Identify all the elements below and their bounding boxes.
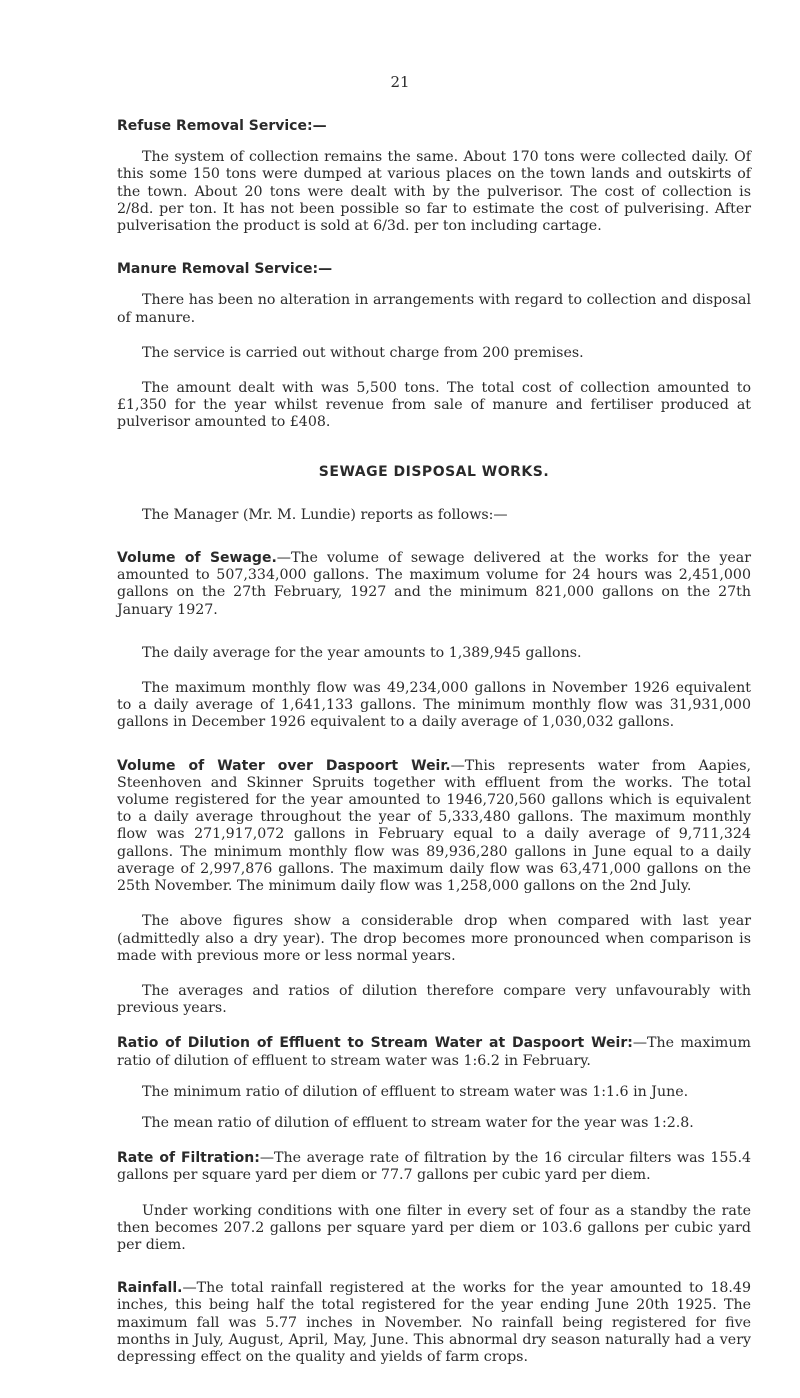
filtration-paragraph [117,1150,751,1184]
volume-of-sewage-heading: Volume of Sewage. [117,550,277,567]
ratio-minimum-paragraph: The minimum ratio of dilution of effluent to stream water was 1:1.6 in June. [142,1083,689,1100]
ratio-text: —The maximum ratio of dilution of effluent to stream water was 1:6.2 in February. [117,1035,751,1069]
refuse-heading: Refuse Removal Service:— [117,118,327,134]
sewage-intro: The Manager (Mr. M. Lundie) reports as follows:— [142,506,508,523]
rainfall-heading: Rainfall. [117,1280,183,1297]
page-number: 21 [390,73,410,91]
ratio-paragraph [117,1035,751,1069]
volume-of-sewage-text: —The volume of sewage delivered at the works for the year amounted to 507,334,000 gallons. The maximum volume for 24 hours was 2,451,000 gallons on the 27th February, 1927 and the minimum 821,000 gallons on the 27th January 1927. [117,550,751,618]
manure-heading: Manure Removal Service:— [117,261,333,278]
filtration-text: —The average rate of filtration by the 16 circular filters was 155.4 gallons per square yard per diem or 77.7 gallons per cubic yard per diem. [117,1150,751,1184]
manure-paragraph-2: The service is carried out without charge from 200 premises. [142,344,584,361]
monthly-flow-paragraph: The maximum monthly flow was 49,234,000 gallons in November 1926 equivalent to a daily average of 1,641,133 gallons. The minimum monthly flow was 31,931,000 gallons in December 1926 equivalent to a daily average of 1,030,032 gallons. [117,680,751,731]
ratio-heading: Ratio of Dilution of Effluent to Stream Water at Daspoort Weir: [117,1035,633,1052]
daily-average-paragraph: The daily average for the year amounts to 1,389,945 gallons. [142,644,582,661]
sewage-heading: SEWAGE DISPOSAL WORKS. [318,463,550,480]
daspoort-weir-heading: Volume of Water over Daspoort Weir. [117,757,451,774]
ratio-mean-paragraph: The mean ratio of dilution of effluent to stream water for the year was 1:2.8. [142,1114,694,1131]
averages-paragraph: The averages and ratios of dilution therefore compare very unfavourably with previous years. [117,982,751,1017]
daspoort-weir-text: —This represents water from Aapies, Steenhoven and Skinner Spruits together with effluent from the works. The total volume registered for the year amounted to 1946,720,560 gallons which is equivalent to a daily average throughout the year of 5,333,480 gallons. The maximum monthly flow was 271,917,072 gallons in February equal to a daily average of 9,711,324 gallons. The minimum monthly flow was 89,936,280 gallons in June equal to a daily average of 2,997,876 gallons. The maximum daily flow was 63,471,000 gallons on the 25th November. The minimum daily flow was 1,258,000 gallons on the 2nd July. [117,757,751,895]
working-conditions-paragraph: Under working conditions with one filter in every set of four as a standby the rate then becomes 207.2 gallons per square yard per diem or 103.6 gallons per cubic yard per diem. [117,1202,751,1253]
volume-of-sewage-paragraph [117,550,751,619]
filtration-heading: Rate of Filtration: [117,1150,260,1167]
rainfall-paragraph [117,1280,751,1366]
daspoort-weir-paragraph [117,758,751,896]
manure-paragraph-3: The amount dealt with was 5,500 tons. The total cost of collection amounted to £1,350 for the year whilst revenue from sale of manure and fertiliser produced at pulverisor amounted to £408. [117,380,751,431]
drop-paragraph: The above figures show a considerable drop when compared with last year (admittedly also a dry year). The drop becomes more pronounced when comparison is made with previous more or less normal years. [117,913,751,964]
rainfall-text: —The total rainfall registered at the works for the year amounted to 18.49 inches, this being half the total registered for the year ending June 20th 1925. The maximum fall was 5.77 inches in November. No rainfall being registered for five months in July, August, April, May, June. This abnormal dry season naturally had a very depressing effect on the quality and yields of farm crops. [117,1280,751,1365]
refuse-paragraph: The system of collection remains the same. About 170 tons were collected daily. Of this some 150 tons were dumped at various places on the town lands and outskirts of the town. About 20 tons were dealt with by the pulverisor. The cost of collection is 2/8d. per ton. It has not been possible so far to estimate the cost of pulverising. After pulverisation the product is sold at 6/3d. per ton including cartage. [117,149,751,235]
page-body [117,118,751,1366]
manure-paragraph-1: There has been no alteration in arrangements with regard to collection and disposal of manure. [117,292,751,326]
